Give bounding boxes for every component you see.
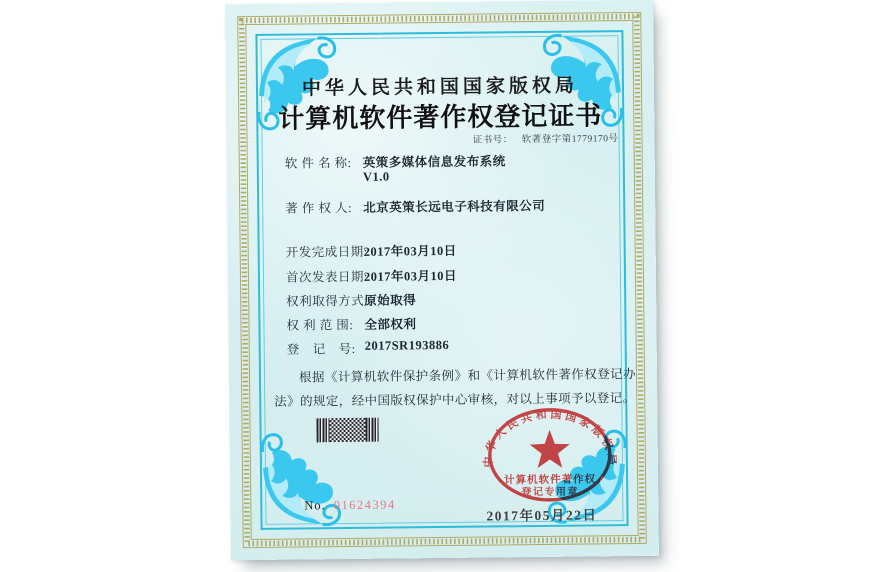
serial-number: 01624394: [333, 497, 396, 513]
field-first-publish-date: [286, 266, 457, 286]
field-label: 权 利 范 围:: [286, 317, 354, 333]
field-rights-acquisition: [286, 290, 416, 309]
field-label: 开发完成日期:: [285, 244, 368, 260]
field-value: 北京英策长远电子科技有限公司: [363, 198, 546, 215]
certificate-number-label: 证书号：: [472, 135, 513, 146]
authority-title: 中华人民共和国国家版权局: [301, 75, 579, 100]
field-label: 著 作 权 人:: [285, 200, 353, 216]
official-stamp: [479, 402, 620, 507]
field-value: 原始取得: [364, 293, 417, 308]
field-dev-complete-date: [286, 241, 457, 261]
certificate-photo: [225, 0, 659, 560]
certificate-number: [473, 130, 619, 146]
serial-label: No.: [304, 498, 326, 513]
stamp-line2: 登记专用章: [521, 486, 580, 499]
field-value: 2017年03月10日: [363, 243, 457, 259]
certificate-title: 计算机软件著作权登记证书: [278, 101, 603, 134]
field-software-name: [285, 151, 506, 171]
serial-number-line: [304, 497, 396, 513]
field-copyright-owner: [285, 196, 545, 217]
certificate-number-value: 软著登字第1779170号: [521, 134, 619, 146]
registration-paragraph: 根据《计算机软件保护条例》和《计算机软件著作权登记办法》的规定，经中国版权保护中心审核，对以上事项予以登记。: [274, 366, 637, 409]
field-value: V1.0: [362, 169, 390, 184]
field-software-version: [363, 170, 390, 185]
field-registration-number: [287, 338, 450, 358]
stamp-line1: 计算机软件著作权: [504, 474, 597, 487]
field-label: 软 件 名 称:: [284, 155, 352, 171]
field-value: 2017SR193886: [364, 337, 450, 353]
field-rights-scope: [286, 314, 416, 333]
barcode-bars-right: [365, 418, 378, 442]
field-value: 全部权利: [364, 317, 417, 332]
field-value: 英策多媒体信息发布系统: [362, 154, 506, 170]
barcode-matrix: [329, 418, 365, 442]
field-label: 首次发表日期:: [285, 269, 369, 285]
field-label: 登 记 号:: [286, 341, 356, 357]
certificate-content: [225, 0, 659, 560]
field-label: 权利取得方式:: [286, 293, 369, 309]
issue-date: 2017年05月22日: [486, 507, 598, 524]
barcode: [316, 418, 378, 443]
stamp-arc-text: 中华人民共和国国家版权局: [482, 408, 617, 469]
field-value: 2017年03月10日: [363, 268, 458, 284]
barcode-bars-left: [316, 418, 329, 442]
star-icon: [530, 430, 570, 468]
